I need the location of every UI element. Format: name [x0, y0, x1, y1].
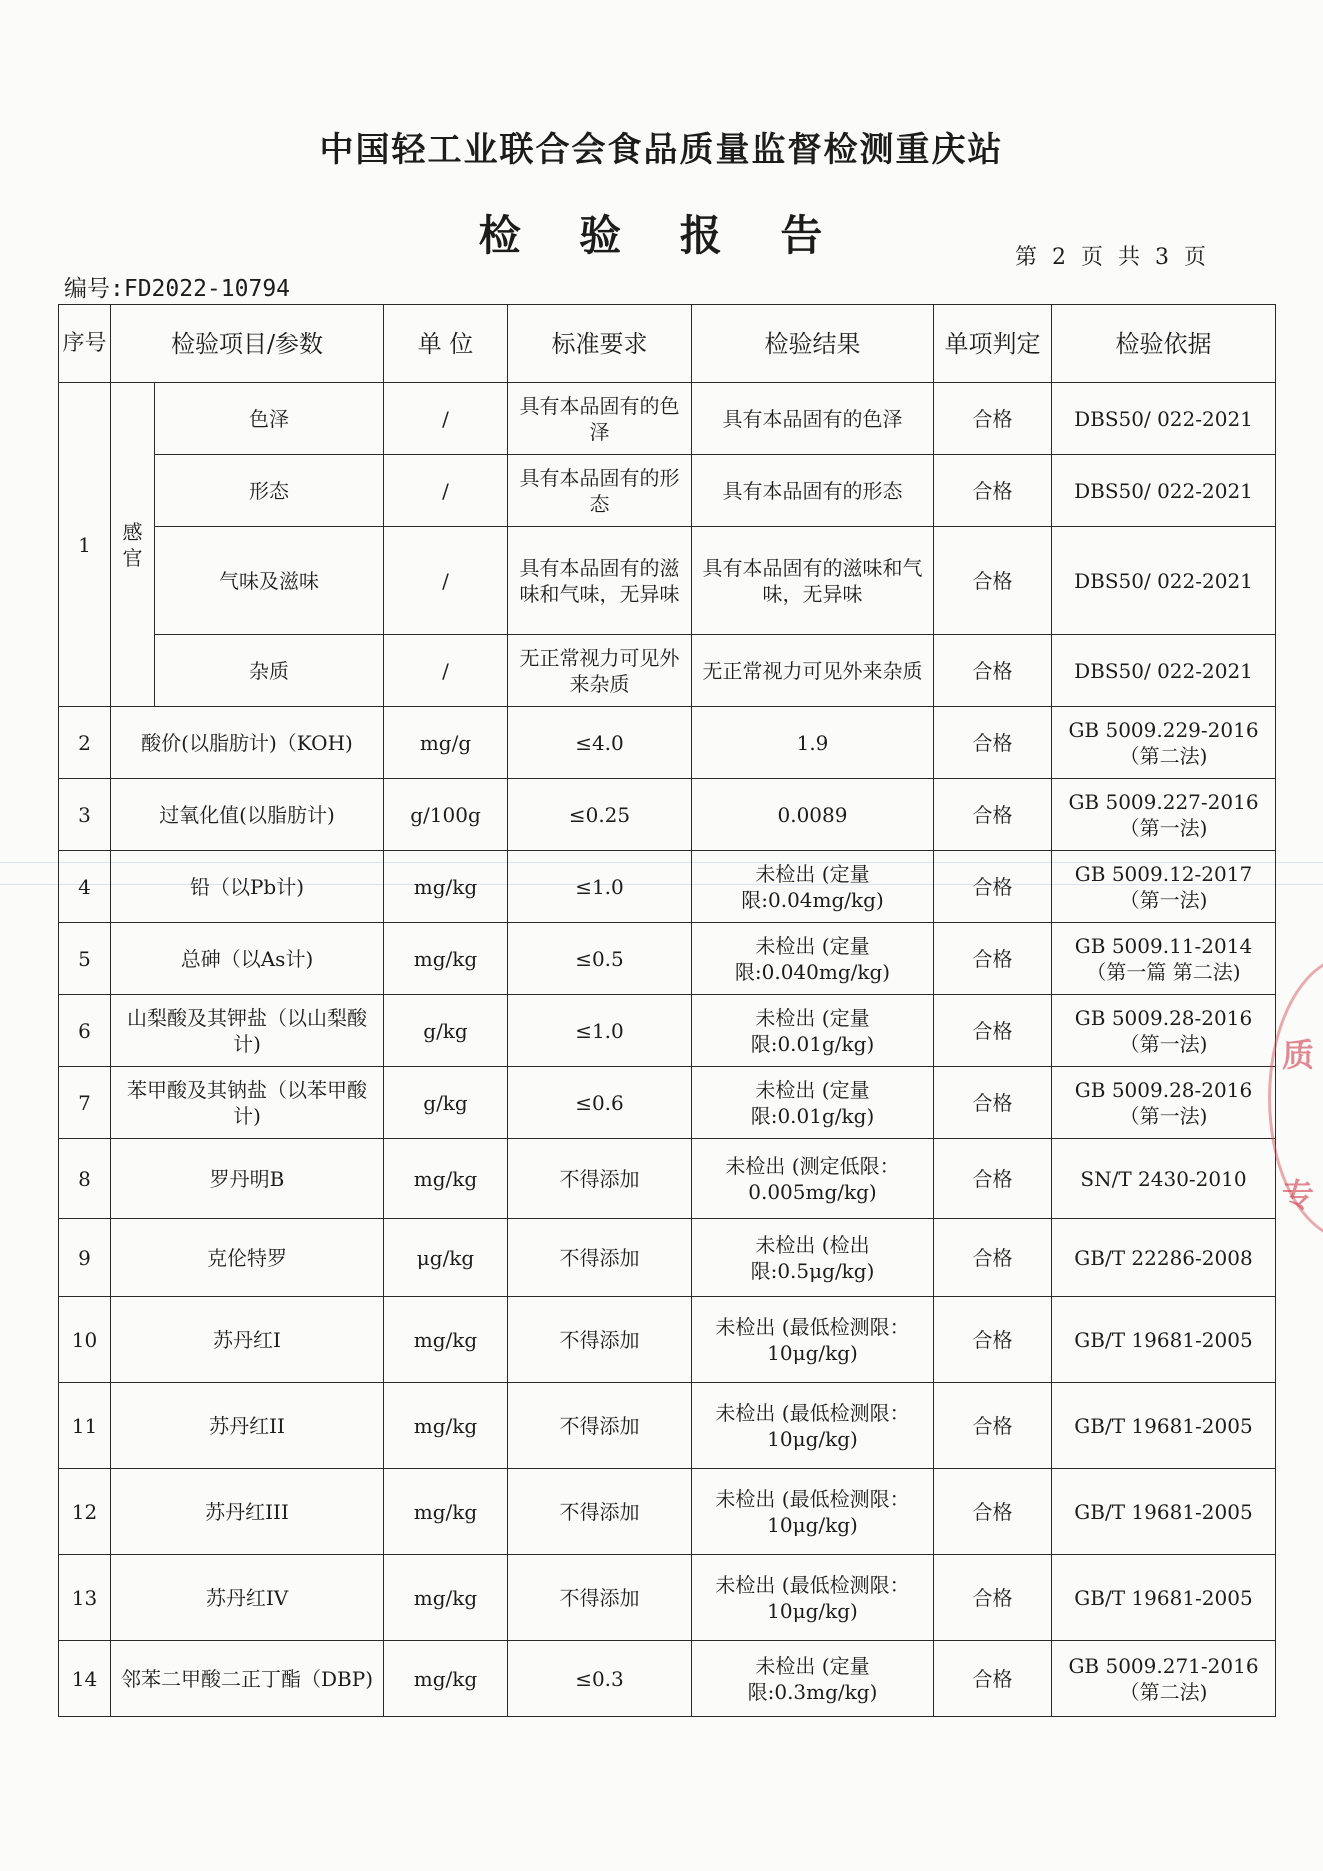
unit-cell: mg/kg [384, 1139, 508, 1219]
seq-cell: 5 [59, 923, 111, 995]
item-cell: 总砷（以As计) [111, 923, 384, 995]
page-indicator: 第 2 页 共 3 页 [1015, 245, 1210, 270]
seal-char: 质 [1282, 1036, 1315, 1074]
result-cell: 1.9 [692, 707, 934, 779]
result-cell: 0.0089 [692, 779, 934, 851]
table-header-row [59, 305, 1276, 383]
unit-cell: mg/g [384, 707, 508, 779]
unit-cell: mg/kg [384, 851, 508, 923]
table-row [59, 707, 1276, 779]
result-cell: 具有本品固有的色泽 [692, 383, 934, 455]
standard-cell: 不得添加 [508, 1555, 692, 1641]
unit-cell: / [384, 635, 508, 707]
judgment-cell: 合格 [934, 995, 1052, 1067]
standard-cell: ≤0.25 [508, 779, 692, 851]
seq-cell: 8 [59, 1139, 111, 1219]
item-cell: 山梨酸及其钾盐（以山梨酸计) [111, 995, 384, 1067]
basis-cell: SN/T 2430-2010 [1052, 1139, 1276, 1219]
table-row [59, 1219, 1276, 1297]
unit-cell: mg/kg [384, 1383, 508, 1469]
judgment-cell: 合格 [934, 1383, 1052, 1469]
seq-cell: 9 [59, 1219, 111, 1297]
item-cell: 苏丹红III [111, 1469, 384, 1555]
basis-cell: DBS50/ 022-2021 [1052, 527, 1276, 635]
basis-cell: DBS50/ 022-2021 [1052, 383, 1276, 455]
seq-cell: 4 [59, 851, 111, 923]
judgment-cell: 合格 [934, 383, 1052, 455]
basis-cell: GB 5009.271-2016（第二法) [1052, 1641, 1276, 1717]
judgment-cell: 合格 [934, 527, 1052, 635]
table-row [59, 383, 1276, 455]
table-row [59, 851, 1276, 923]
judgment-cell: 合格 [934, 455, 1052, 527]
unit-cell: / [384, 527, 508, 635]
seq-cell: 11 [59, 1383, 111, 1469]
standard-cell: 具有本品固有的色泽 [508, 383, 692, 455]
result-cell: 未检出 (定量限:0.04mg/kg) [692, 851, 934, 923]
judgment-cell: 合格 [934, 851, 1052, 923]
organization-name: 中国轻工业联合会食品质量监督检测重庆站 [319, 130, 1004, 170]
unit-cell: mg/kg [384, 923, 508, 995]
unit-cell: / [384, 455, 508, 527]
item-cell: 克伦特罗 [111, 1219, 384, 1297]
result-cell: 未检出 (检出限:0.5μg/kg) [692, 1219, 934, 1297]
judgment-cell: 合格 [934, 1555, 1052, 1641]
result-cell: 未检出 (最低检测限：10μg/kg) [692, 1383, 934, 1469]
report-title: 检 验 报 告 [478, 211, 845, 260]
header-unit: 单 位 [384, 305, 508, 383]
standard-cell: 不得添加 [508, 1139, 692, 1219]
item-cell: 苏丹红II [111, 1383, 384, 1469]
result-cell: 具有本品固有的滋味和气味，无异味 [692, 527, 934, 635]
judgment-cell: 合格 [934, 1469, 1052, 1555]
result-cell: 无正常视力可见外来杂质 [692, 635, 934, 707]
inspection-table [58, 304, 1276, 1717]
result-cell: 未检出 (定量限:0.01g/kg) [692, 995, 934, 1067]
unit-cell: mg/kg [384, 1469, 508, 1555]
basis-cell: GB 5009.229-2016（第二法) [1052, 707, 1276, 779]
table-row [59, 1139, 1276, 1219]
seal-stamp-text [1282, 985, 1323, 1265]
table-row [59, 455, 1276, 527]
judgment-cell: 合格 [934, 1219, 1052, 1297]
table-row [59, 1297, 1276, 1383]
basis-cell: GB/T 19681-2005 [1052, 1383, 1276, 1469]
seq-cell: 2 [59, 707, 111, 779]
standard-cell: 无正常视力可见外来杂质 [508, 635, 692, 707]
header-standard: 标准要求 [508, 305, 692, 383]
item-cell: 苯甲酸及其钠盐（以苯甲酸计) [111, 1067, 384, 1139]
header-item: 检验项目/参数 [111, 305, 384, 383]
table-row [59, 1067, 1276, 1139]
table-row [59, 1555, 1276, 1641]
group-seq: 1 [59, 383, 111, 707]
header-judgment: 单项判定 [934, 305, 1052, 383]
item-cell: 形态 [155, 455, 384, 527]
unit-cell: mg/kg [384, 1555, 508, 1641]
unit-cell: g/kg [384, 995, 508, 1067]
standard-cell: ≤0.3 [508, 1641, 692, 1717]
result-cell: 未检出 (定量限:0.3mg/kg) [692, 1641, 934, 1717]
unit-cell: / [384, 383, 508, 455]
seq-cell: 3 [59, 779, 111, 851]
report-number: 编号:FD2022-10794 [64, 276, 291, 302]
table-row [59, 779, 1276, 851]
seq-cell: 7 [59, 1067, 111, 1139]
standard-cell: ≤1.0 [508, 851, 692, 923]
standard-cell: ≤0.5 [508, 923, 692, 995]
item-cell: 铅（以Pb计) [111, 851, 384, 923]
judgment-cell: 合格 [934, 1067, 1052, 1139]
header-basis: 检验依据 [1052, 305, 1276, 383]
standard-cell: 具有本品固有的形态 [508, 455, 692, 527]
basis-cell: GB 5009.28-2016（第一法) [1052, 1067, 1276, 1139]
basis-cell: GB/T 19681-2005 [1052, 1297, 1276, 1383]
standard-cell: ≤0.6 [508, 1067, 692, 1139]
item-cell: 色泽 [155, 383, 384, 455]
standard-cell: 不得添加 [508, 1297, 692, 1383]
judgment-cell: 合格 [934, 707, 1052, 779]
table-row [59, 923, 1276, 995]
item-cell: 杂质 [155, 635, 384, 707]
table-row [59, 1469, 1276, 1555]
basis-cell: GB 5009.227-2016（第一法) [1052, 779, 1276, 851]
table-row [59, 1383, 1276, 1469]
judgment-cell: 合格 [934, 923, 1052, 995]
judgment-cell: 合格 [934, 1139, 1052, 1219]
result-cell: 具有本品固有的形态 [692, 455, 934, 527]
result-cell: 未检出 (最低检测限：10μg/kg) [692, 1555, 934, 1641]
item-cell: 邻苯二甲酸二正丁酯（DBP) [111, 1641, 384, 1717]
table-row [59, 1641, 1276, 1717]
judgment-cell: 合格 [934, 1297, 1052, 1383]
basis-cell: GB 5009.28-2016（第一法) [1052, 995, 1276, 1067]
group-name: 感官 [111, 383, 155, 707]
basis-cell: GB/T 19681-2005 [1052, 1555, 1276, 1641]
unit-cell: mg/kg [384, 1297, 508, 1383]
header-result: 检验结果 [692, 305, 934, 383]
unit-cell: g/100g [384, 779, 508, 851]
seq-cell: 13 [59, 1555, 111, 1641]
basis-cell: GB/T 22286-2008 [1052, 1219, 1276, 1297]
unit-cell: mg/kg [384, 1641, 508, 1717]
result-cell: 未检出 (定量限:0.01g/kg) [692, 1067, 934, 1139]
unit-cell: g/kg [384, 1067, 508, 1139]
standard-cell: 具有本品固有的滋味和气味，无异味 [508, 527, 692, 635]
result-cell: 未检出 (最低检测限：10μg/kg) [692, 1469, 934, 1555]
seq-cell: 6 [59, 995, 111, 1067]
basis-cell: DBS50/ 022-2021 [1052, 635, 1276, 707]
item-cell: 罗丹明B [111, 1139, 384, 1219]
basis-cell: GB 5009.12-2017（第一法) [1052, 851, 1276, 923]
judgment-cell: 合格 [934, 635, 1052, 707]
judgment-cell: 合格 [934, 779, 1052, 851]
item-cell: 苏丹红IV [111, 1555, 384, 1641]
table-row [59, 635, 1276, 707]
item-cell: 酸价(以脂肪计)（KOH) [111, 707, 384, 779]
table-row [59, 995, 1276, 1067]
standard-cell: ≤1.0 [508, 995, 692, 1067]
seq-cell: 12 [59, 1469, 111, 1555]
item-cell: 过氧化值(以脂肪计) [111, 779, 384, 851]
seq-cell: 10 [59, 1297, 111, 1383]
item-cell: 苏丹红I [111, 1297, 384, 1383]
standard-cell: 不得添加 [508, 1383, 692, 1469]
standard-cell: 不得添加 [508, 1469, 692, 1555]
judgment-cell: 合格 [934, 1641, 1052, 1717]
result-cell: 未检出 (测定低限：0.005mg/kg) [692, 1139, 934, 1219]
seq-cell: 14 [59, 1641, 111, 1717]
seal-char: 专 [1282, 1176, 1315, 1214]
result-cell: 未检出 (定量限:0.040mg/kg) [692, 923, 934, 995]
standard-cell: ≤4.0 [508, 707, 692, 779]
basis-cell: GB/T 19681-2005 [1052, 1469, 1276, 1555]
unit-cell: μg/kg [384, 1219, 508, 1297]
basis-cell: DBS50/ 022-2021 [1052, 455, 1276, 527]
table-row [59, 527, 1276, 635]
result-cell: 未检出 (最低检测限：10μg/kg) [692, 1297, 934, 1383]
header-seq: 序号 [59, 305, 111, 383]
item-cell: 气味及滋味 [155, 527, 384, 635]
standard-cell: 不得添加 [508, 1219, 692, 1297]
basis-cell: GB 5009.11-2014（第一篇 第二法) [1052, 923, 1276, 995]
